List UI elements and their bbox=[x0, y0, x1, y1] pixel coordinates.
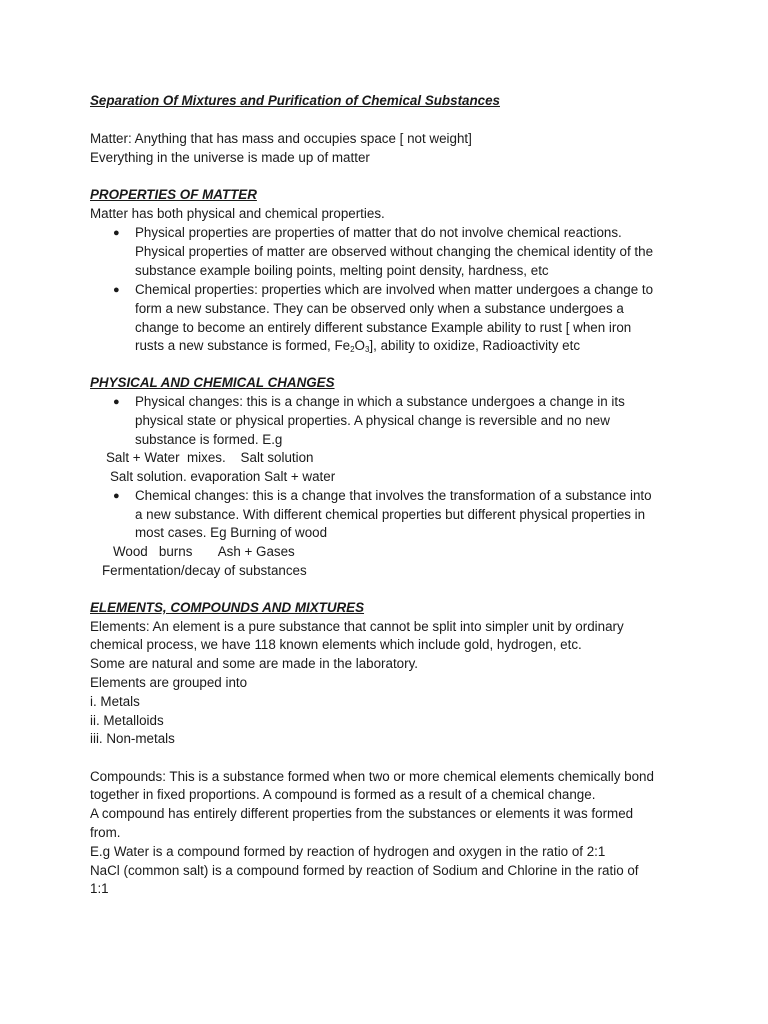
bullet-glyph: ● bbox=[113, 227, 120, 239]
subscript: 2 bbox=[350, 345, 355, 354]
text-run: O bbox=[354, 338, 365, 353]
example-line: Fermentation/decay of substances bbox=[102, 563, 307, 578]
bullet-line: Chemical properties: properties which are involved when matter undergoes a change to bbox=[135, 282, 654, 297]
intro-line: Everything in the universe is made up of matter bbox=[90, 150, 370, 165]
paragraph-line: Compounds: This is a substance formed when two or more chemical elements chemically bond bbox=[90, 769, 654, 784]
paragraph-line: E.g Water is a compound formed by reaction of hydrogen and oxygen in the ratio of 2:1 bbox=[90, 844, 606, 859]
bullet-line: form a new substance. They can be observed only when a substance undergoes a bbox=[135, 301, 624, 316]
bullet-line: most cases. Eg Burning of wood bbox=[135, 525, 328, 540]
bullet-glyph: ● bbox=[113, 396, 120, 408]
bullet-line: Physical changes: this is a change in which a substance undergoes a change in its bbox=[135, 394, 625, 409]
text-run: ], ability to oxidize, Radioactivity etc bbox=[369, 338, 581, 353]
paragraph-line: A compound has entirely different properties from the substances or elements it was formed bbox=[90, 806, 634, 821]
paragraph-line: Some are natural and some are made in the laboratory. bbox=[90, 656, 419, 671]
paragraph-line: from. bbox=[90, 825, 121, 840]
bullet-glyph: ● bbox=[113, 490, 120, 502]
paragraph-line: together in fixed proportions. A compound is formed as a result of a chemical change. bbox=[90, 787, 596, 802]
paragraph-line: Matter has both physical and chemical properties. bbox=[90, 206, 385, 221]
paragraph-line: Elements are grouped into bbox=[90, 675, 248, 690]
bullet-line: physical state or physical properties. A physical change is reversible and no new bbox=[135, 413, 610, 428]
text-run: rusts a new substance is formed, Fe bbox=[135, 338, 351, 353]
document-title: Separation Of Mixtures and Purification of Chemical Substances bbox=[90, 93, 500, 108]
example-line: Salt solution. evaporation Salt + water bbox=[110, 469, 336, 484]
list-item: ii. Metalloids bbox=[90, 713, 164, 728]
bullet-line: Chemical changes: this is a change that involves the transformation of a substance into bbox=[135, 488, 652, 503]
bullet-line bbox=[135, 337, 580, 355]
section-heading-changes: PHYSICAL AND CHEMICAL CHANGES bbox=[90, 375, 335, 390]
example-line: Salt + Water mixes. Salt solution bbox=[106, 450, 314, 465]
list-item: i. Metals bbox=[90, 694, 140, 709]
bullet-line: Physical properties of matter are observed without changing the chemical identity of the bbox=[135, 244, 654, 259]
subscript: 3 bbox=[364, 345, 370, 354]
bullet-line: Physical properties are properties of matter that do not involve chemical reactions. bbox=[135, 225, 622, 240]
bullet-line: substance example boiling points, melting point density, hardness, etc bbox=[135, 263, 549, 278]
paragraph-line: NaCl (common salt) is a compound formed by reaction of Sodium and Chlorine in the ratio of bbox=[90, 863, 639, 878]
paragraph-line: chemical process, we have 118 known elements which include gold, hydrogen, etc. bbox=[90, 637, 582, 652]
bullet-glyph: ● bbox=[113, 284, 120, 296]
bullet-line: substance is formed. E.g bbox=[135, 432, 283, 447]
section-heading-ecm: ELEMENTS, COMPOUNDS AND MIXTURES bbox=[90, 600, 365, 615]
section-heading-properties: PROPERTIES OF MATTER bbox=[90, 187, 257, 202]
intro-line: Matter: Anything that has mass and occupies space [ not weight] bbox=[90, 131, 472, 146]
list-item: iii. Non-metals bbox=[90, 731, 175, 746]
paragraph-line: Elements: An element is a pure substance that cannot be split into simpler unit by ordinary bbox=[90, 619, 624, 634]
bullet-line: a new substance. With different chemical properties but different physical properties in bbox=[135, 507, 646, 522]
example-line: Wood burns Ash + Gases bbox=[113, 544, 295, 559]
paragraph-line: 1:1 bbox=[90, 881, 109, 896]
bullet-line: change to become an entirely different substance Example ability to rust [ when iron bbox=[135, 320, 632, 335]
